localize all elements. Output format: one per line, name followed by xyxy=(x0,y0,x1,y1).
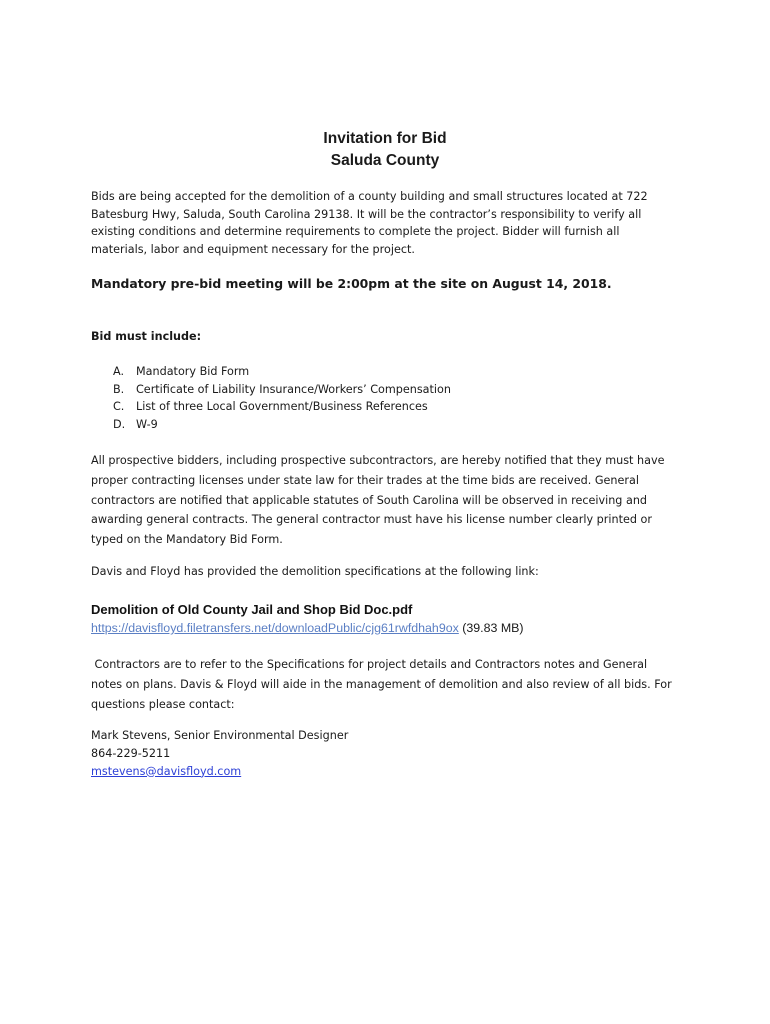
bid-include-heading: Bid must include: xyxy=(91,330,202,343)
contact-block xyxy=(91,727,681,780)
list-item xyxy=(113,416,451,434)
paragraph-line: awarding general contracts. The general contractor must have his license number clearly printed or xyxy=(91,513,652,527)
paragraph-line: Contractors are to refer to the Specifications for project details and Contractors notes and General xyxy=(91,658,648,671)
contact-email-link[interactable]: mstevens@davisfloyd.com xyxy=(91,764,242,778)
prospective-bidders-paragraph xyxy=(91,451,671,550)
list-item xyxy=(113,363,451,381)
intro-line: Bids are being accepted for the demolition of a county building and small structures located at 722 xyxy=(91,190,648,203)
list-item xyxy=(113,398,451,416)
intro-line: materials, labor and equipment necessary for the project. xyxy=(91,242,415,256)
list-item-text: Mandatory Bid Form xyxy=(136,365,250,378)
paragraph-line: All prospective bidders, including prospective subcontractors, are hereby notified that they must have xyxy=(91,454,665,467)
document-title: Invitation for Bid xyxy=(323,130,447,147)
file-size: (39.83 MB) xyxy=(462,621,524,635)
list-marker: D. xyxy=(113,417,126,431)
document-subtitle: Saluda County xyxy=(330,152,440,169)
list-marker: A. xyxy=(113,365,125,378)
document-header xyxy=(0,128,770,172)
bid-document-link-line xyxy=(91,619,681,637)
meeting-notice: Mandatory pre-bid meeting will be 2:00pm at the site on August 14, 2018. xyxy=(91,276,612,291)
contact-name: Mark Stevens, Senior Environmental Designer xyxy=(91,729,349,742)
list-item-text: W-9 xyxy=(136,417,158,431)
paragraph-line: notes on plans. Davis & Floyd will aide in the management of demolition and also review of all bids. For xyxy=(91,677,672,691)
list-marker: B. xyxy=(113,382,125,396)
paragraph-line: contractors are notified that applicable statutes of South Carolina will be observed in receiving and xyxy=(91,493,648,507)
paragraph-line: typed on the Mandatory Bid Form. xyxy=(91,533,283,547)
bid-document-title: Demolition of Old County Jail and Shop Bid Doc.pdf xyxy=(91,602,413,617)
contact-phone: 864-229-5211 xyxy=(91,746,171,760)
list-item-text: List of three Local Government/Business References xyxy=(136,400,428,414)
contractors-paragraph xyxy=(91,655,681,714)
list-item xyxy=(113,381,451,399)
requirements-list xyxy=(113,363,451,433)
paragraph-line: questions please contact: xyxy=(91,697,235,711)
intro-line: existing conditions and determine requirements to complete the project. Bidder will furnish all xyxy=(91,225,620,239)
list-marker: C. xyxy=(113,400,125,414)
intro-line: Batesburg Hwy, Saluda, South Carolina 29138. It will be the contractor’s responsibility to verify all xyxy=(91,207,642,221)
paragraph-line: proper contracting licenses under state law for their trades at the time bids are received. General xyxy=(91,473,639,487)
bid-document-link[interactable]: https://davisfloyd.filetransfers.net/downloadPublic/cjg61rwfdhah9ox xyxy=(91,621,459,635)
specifications-sentence: Davis and Floyd has provided the demolition specifications at the following link: xyxy=(91,565,539,578)
intro-paragraph xyxy=(91,188,671,258)
list-item-text: Certificate of Liability Insurance/Workers’ Compensation xyxy=(136,382,451,396)
